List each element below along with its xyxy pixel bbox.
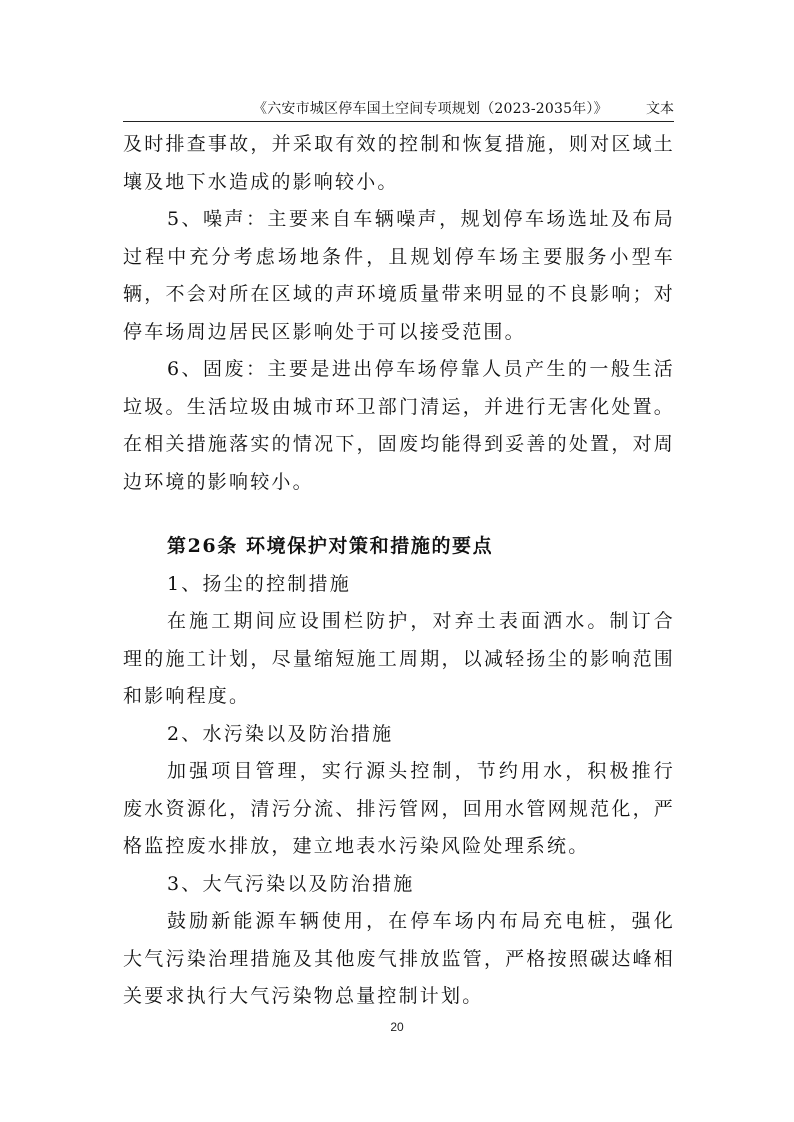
paragraph-dust: 在施工期间应设围栏防护，对弃土表面洒水。制订合理的施工计划，尽量缩短施工周期，以减轻扬尘的影响范围和影响程度。 xyxy=(123,610,675,707)
section-title-air: 3、大气污染以及防治措施 xyxy=(167,872,415,895)
article-heading: 第26条 环境保护对策和措施的要点 xyxy=(167,535,494,557)
paragraph-solid-waste: 6、固废：主要是进出停车场停靠人员产生的一般生活垃圾。生活垃圾由城市环卫部门清运，并进行无害化处置。在相关措施落实的情况下，固废均能得到妥善的处置，对周边环境的影响较小。 xyxy=(123,358,675,493)
document-type-label: 文本 xyxy=(646,101,674,117)
page-content xyxy=(123,126,675,1016)
section-title-water: 2、水污染以及防治措施 xyxy=(167,722,394,745)
document-title: 《六安市城区停车国土空间专项规划（2023-2035年）》 xyxy=(253,101,608,117)
section-title-dust: 1、扬尘的控制措施 xyxy=(167,572,351,595)
page-header xyxy=(123,95,674,122)
paragraph-noise: 5、噪声：主要来自车辆噪声，规划停车场选址及布局过程中充分考虑场地条件，且规划停车场主要服务小型车辆，不会对所在区域的声环境质量带来明显的不良影响；对停车场周边居民区影响处于可以接受范围。 xyxy=(123,208,675,343)
page-number: 20 xyxy=(390,1020,404,1034)
paragraph-water: 加强项目管理，实行源头控制，节约用水，积极推行废水资源化，清污分流、排污管网，回用水管网规范化，严格监控废水排放，建立地表水污染风险处理系统。 xyxy=(123,760,675,857)
paragraph-continuation: 及时排查事故，并采取有效的控制和恢复措施，则对区域土壤及地下水造成的影响较小。 xyxy=(123,133,675,193)
paragraph-air: 鼓励新能源车辆使用，在停车场内布局充电桩，强化大气污染治理措施及其他废气排放监管，严格按照碳达峰相关要求执行大气污染物总量控制计划。 xyxy=(123,910,675,1007)
